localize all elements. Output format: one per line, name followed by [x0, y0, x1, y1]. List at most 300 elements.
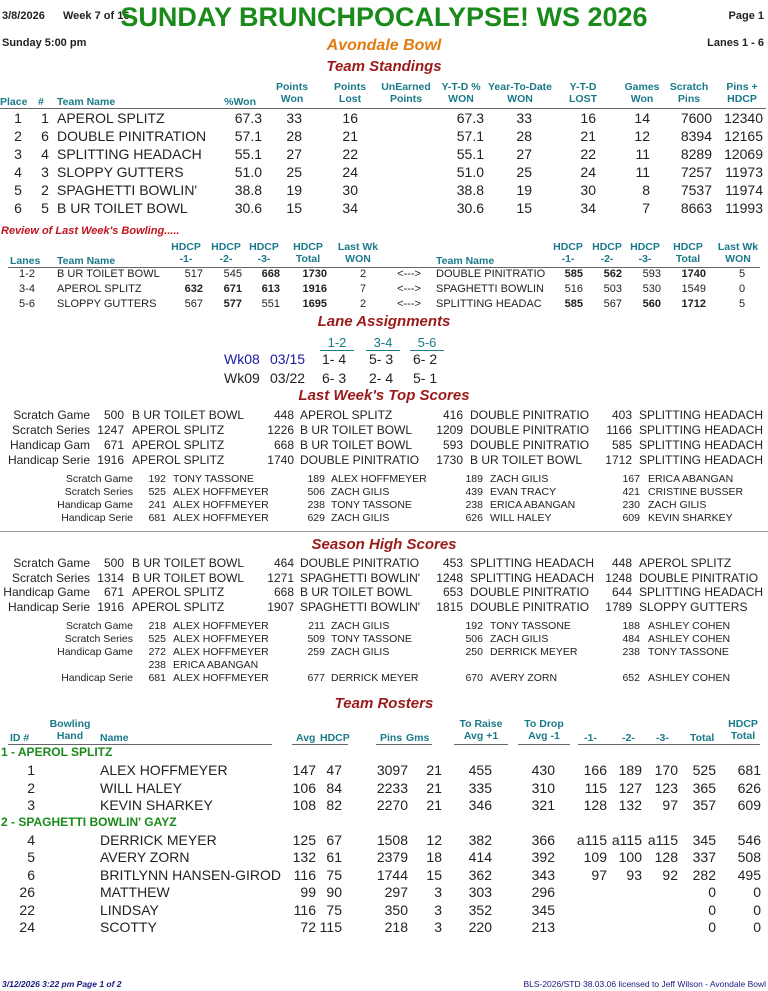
table-cell: 67.3	[234, 110, 262, 126]
table-cell: 115	[584, 779, 607, 796]
score-name: SPLITTING HEADACH	[470, 570, 595, 585]
table-cell: 5	[738, 268, 746, 280]
table-cell: 220	[468, 919, 492, 935]
table-cell: 34	[580, 200, 596, 216]
col-num: #	[38, 96, 44, 108]
table-cell: 55.1	[234, 146, 262, 162]
review-col-h3b: HDCP -3-	[630, 241, 660, 265]
lane-pair: 2- 4	[369, 370, 394, 386]
score-name: TONY TASSONE	[331, 499, 412, 511]
table-cell: 567	[184, 298, 203, 310]
review-col-team: Team Name	[57, 255, 116, 267]
score-value: 1712	[605, 453, 632, 467]
score-value: 439	[465, 486, 483, 498]
table-cell: 67	[326, 831, 342, 848]
score-label: Scratch Series	[11, 423, 90, 437]
table-cell: 1740	[681, 268, 706, 280]
score-value: 1248	[605, 570, 632, 585]
score-value: 167	[622, 473, 640, 485]
footer-left: 3/12/2026 3:22 pm Page 1 of 2	[2, 979, 122, 989]
table-cell: 75	[326, 866, 342, 883]
score-name: DOUBLE PINITRATIO	[639, 570, 759, 585]
table-cell: 577	[223, 298, 242, 310]
table-cell: 30.6	[234, 200, 262, 216]
score-name: KEVIN SHARKEY	[648, 512, 733, 524]
lane-date: 03/22	[270, 370, 306, 386]
score-name: TONY TASSONE	[173, 473, 254, 485]
table-cell: 560	[642, 298, 661, 310]
review-col-team2: Team Name	[436, 255, 495, 267]
table-cell: 455	[468, 762, 492, 778]
score-value: 1907	[267, 599, 294, 614]
score-value: 259	[307, 646, 325, 658]
roster-row	[0, 902, 768, 920]
table-cell: 382	[468, 831, 492, 848]
table-cell: 55.1	[456, 146, 484, 162]
table-cell: 84	[326, 779, 342, 796]
table-cell: 97	[662, 797, 678, 813]
table-cell: 2270	[376, 797, 408, 813]
score-name: ZACH GILIS	[331, 620, 390, 632]
score-name: ALEX HOFFMEYER	[173, 512, 269, 524]
table-cell: 282	[692, 866, 716, 883]
review-col-total: HDCP Total	[293, 241, 323, 265]
table-cell: 11974	[725, 182, 763, 198]
table-cell: 132	[618, 797, 642, 813]
score-name: DERRICK MEYER	[490, 646, 578, 658]
score-name: TONY TASSONE	[490, 620, 571, 632]
review-col-lanes: Lanes	[10, 255, 41, 267]
score-name: ALEX HOFFMEYER	[173, 486, 269, 498]
table-cell: 5	[27, 849, 35, 865]
table-cell: 189	[618, 762, 642, 778]
lane-pair: 5- 3	[369, 351, 394, 367]
table-cell: 1916	[302, 283, 327, 295]
roster-row	[0, 884, 768, 902]
review-col-totalb: HDCP Total	[673, 241, 703, 265]
report-date: 3/8/2026	[2, 10, 45, 22]
table-cell: 11	[635, 146, 650, 162]
score-value: 453	[442, 556, 463, 570]
standings-title: Team Standings	[326, 58, 442, 75]
roster-col-total: Total	[690, 732, 715, 744]
col-pins-hdcp: Pins + HDCP	[726, 81, 758, 105]
table-cell: a115	[611, 831, 642, 848]
table-cell: B UR TOILET BOWL	[57, 200, 188, 216]
table-cell: 12	[634, 128, 650, 144]
table-cell: 57.1	[234, 128, 262, 144]
table-cell: 5	[738, 298, 746, 310]
table-cell: 0	[708, 884, 716, 900]
table-cell: 1712	[681, 298, 706, 310]
roster-col-gms: Gms	[406, 732, 430, 744]
score-value: 500	[103, 556, 124, 570]
table-cell: 30	[580, 182, 596, 198]
score-value: 238	[307, 499, 325, 511]
table-cell: 357	[692, 797, 716, 813]
center-name: Avondale Bowl	[326, 37, 442, 54]
table-cell: 362	[468, 866, 492, 883]
score-name: B UR TOILET BOWL	[300, 585, 413, 599]
table-cell: 26	[19, 884, 35, 900]
table-cell: 2	[359, 268, 367, 280]
table-cell: 567	[603, 298, 622, 310]
table-cell: 0	[753, 919, 761, 935]
score-name: APEROL SPLITZ	[132, 453, 225, 467]
roster-col-hdcp-total: HDCP Total	[728, 718, 758, 742]
score-label: Handicap Serie	[7, 453, 90, 467]
table-cell: 2	[41, 182, 49, 198]
table-cell: DOUBLE PINITRATION	[57, 128, 207, 144]
table-cell: 609	[737, 797, 761, 813]
table-cell: KEVIN SHARKEY	[100, 797, 213, 813]
lane-pair: 6- 3	[322, 370, 347, 386]
rosters-title: Team Rosters	[334, 695, 434, 712]
score-value: 1248	[436, 570, 463, 585]
score-label: Scratch Series	[64, 633, 133, 645]
score-name: B UR TOILET BOWL	[132, 570, 245, 585]
lane-pair: 5- 1	[413, 370, 438, 386]
score-value: 416	[442, 408, 463, 422]
score-name: SPLITTING HEADACH	[639, 585, 764, 599]
score-name: ALEX HOFFMEYER	[173, 499, 269, 511]
table-cell: 0	[738, 283, 746, 295]
score-value: 1271	[267, 570, 294, 585]
table-cell: 671	[223, 283, 242, 295]
score-label: Scratch Series	[64, 486, 133, 498]
score-value: 464	[273, 556, 294, 570]
table-cell: 30	[342, 182, 358, 198]
score-name: ZACH GILIS	[331, 486, 390, 498]
table-cell: 5	[41, 200, 49, 216]
table-cell: 508	[737, 849, 761, 865]
table-cell: 3	[434, 901, 442, 918]
col-pctwon: %Won	[224, 96, 256, 108]
table-cell: 414	[468, 849, 492, 865]
table-cell: 346	[468, 797, 492, 813]
score-label: Scratch Game	[13, 408, 90, 422]
score-row	[0, 600, 768, 617]
score-value: 1314	[97, 570, 124, 585]
score-label: Handicap Game	[57, 499, 133, 511]
table-cell: 1695	[302, 298, 327, 310]
table-cell: 14	[634, 110, 650, 126]
standings-row	[0, 110, 768, 128]
score-value: 188	[622, 620, 640, 632]
table-cell: 530	[642, 283, 661, 295]
table-cell: 632	[184, 283, 203, 295]
score-label: Handicap Game	[57, 646, 133, 658]
score-value: 677	[307, 672, 325, 684]
score-name: ERICA ABANGAN	[490, 499, 576, 511]
table-cell: 8663	[680, 200, 712, 216]
table-cell: 551	[261, 298, 280, 310]
score-name: ZACH GILIS	[490, 473, 549, 485]
team-label: 2 - SPAGHETTI BOWLIN' GAYZ	[1, 814, 177, 829]
roster-col-drop: To Drop Avg -1	[524, 718, 564, 742]
table-cell: 24	[580, 164, 596, 180]
table-cell: 2	[27, 779, 35, 796]
score-value: 189	[307, 473, 325, 485]
score-value: 609	[622, 512, 640, 524]
table-cell: 19	[286, 182, 302, 198]
table-cell: 109	[583, 849, 607, 865]
table-cell: BRITLYNN HANSEN-GIROD	[100, 866, 281, 883]
table-cell: 72	[300, 919, 316, 935]
table-cell: SLOPPY GUTTERS	[57, 298, 157, 310]
table-cell: 132	[292, 849, 316, 865]
standings-row	[0, 128, 768, 146]
roster-col-pins: Pins	[380, 732, 403, 744]
table-cell: 30.6	[456, 200, 484, 216]
score-name: B UR TOILET BOWL	[132, 556, 245, 570]
review-col-h3: HDCP -3-	[249, 241, 279, 265]
score-value: 192	[148, 473, 166, 485]
score-name: DERRICK MEYER	[331, 672, 419, 684]
score-value: 668	[273, 585, 294, 599]
table-cell: 6	[14, 200, 22, 216]
score-row	[0, 512, 768, 527]
score-value: 509	[307, 633, 325, 645]
table-cell: 33	[286, 110, 302, 126]
review-col-h1: HDCP -1-	[171, 241, 201, 265]
score-name: B UR TOILET BOWL	[300, 438, 413, 452]
table-cell: 22	[342, 146, 358, 162]
table-cell: 128	[583, 797, 607, 813]
score-value: 448	[611, 556, 632, 570]
table-cell: 7600	[680, 110, 712, 126]
table-cell: 47	[326, 762, 342, 778]
table-cell: 1744	[376, 866, 408, 883]
table-cell: 93	[626, 866, 642, 883]
col-games-won: Games Won	[624, 81, 660, 105]
score-value: 500	[103, 408, 124, 422]
report-title: SUNDAY BRUNCHPOCALYPSE! WS 2026	[120, 2, 648, 32]
lanes-label: Lanes 1 - 6	[707, 37, 764, 49]
table-cell: 3	[434, 884, 442, 900]
table-cell: B UR TOILET BOWL	[57, 268, 160, 280]
score-value: 272	[148, 646, 166, 658]
table-cell: 5-6	[19, 298, 35, 310]
top-scores-rule	[0, 531, 768, 532]
table-cell: 495	[737, 866, 761, 883]
score-name: AVERY ZORN	[490, 672, 558, 684]
table-cell: 7	[359, 283, 367, 295]
table-cell: 1	[41, 110, 49, 126]
table-cell: 0	[753, 884, 761, 900]
table-cell: 7	[642, 200, 650, 216]
col-unearned: UnEarned Points	[381, 81, 431, 105]
roster-col-g3: -3-	[656, 732, 669, 744]
roster-col-raise: To Raise Avg +1	[459, 718, 503, 742]
score-value: 671	[103, 438, 124, 452]
table-cell: APEROL SPLITZ	[57, 110, 165, 126]
score-name: ZACH GILIS	[331, 646, 390, 658]
table-cell: 90	[326, 884, 342, 900]
top-scores-title: Last Week's Top Scores	[298, 387, 470, 404]
score-row	[0, 672, 768, 687]
col-ytd-won: Year-To-Date WON	[488, 81, 552, 105]
table-cell: 12069	[724, 146, 763, 162]
table-cell: DERRICK MEYER	[100, 831, 217, 848]
score-name: ERICA ABANGAN	[648, 473, 734, 485]
score-value: 626	[465, 512, 483, 524]
table-cell: 147	[292, 762, 316, 778]
table-cell: 350	[384, 901, 408, 918]
table-cell: 21	[426, 762, 442, 778]
score-name: SPAGHETTI BOWLIN'	[300, 570, 421, 585]
score-name: DOUBLE PINITRATIO	[470, 423, 590, 437]
score-value: 192	[465, 620, 483, 632]
score-value: 403	[611, 408, 632, 422]
table-cell: 11993	[725, 200, 763, 216]
table-cell: 345	[531, 901, 555, 918]
score-value: 238	[148, 659, 166, 671]
team-label: 1 - APEROL SPLITZ	[1, 745, 113, 759]
table-cell: 503	[603, 283, 622, 295]
roster-row	[0, 780, 768, 798]
table-cell: 97	[591, 866, 607, 883]
col-points-won: Points Won	[275, 81, 309, 105]
score-name: ASHLEY COHEN	[648, 672, 731, 684]
table-cell: 365	[692, 779, 716, 796]
score-name: ZACH GILIS	[648, 499, 707, 511]
score-name: SPLITTING HEADACH	[639, 453, 764, 467]
table-cell: 21	[580, 128, 596, 144]
score-value: 250	[465, 646, 483, 658]
score-value: 211	[308, 620, 325, 632]
table-cell: 11973	[725, 164, 763, 180]
table-cell: 24	[342, 164, 358, 180]
score-row	[0, 453, 768, 470]
score-value: 241	[148, 499, 166, 511]
roster-col-id: ID #	[10, 732, 30, 744]
table-cell: 7257	[680, 164, 712, 180]
table-cell: 15	[516, 200, 532, 216]
score-name: SPLITTING HEADACH	[639, 438, 764, 452]
lane-row	[0, 370, 768, 388]
score-name: ZACH GILIS	[331, 512, 390, 524]
roster-col-g1: -1-	[584, 732, 597, 744]
table-cell: 4	[41, 146, 49, 162]
table-cell: 108	[292, 797, 316, 813]
table-cell: 2233	[376, 779, 408, 796]
lane-pair: 6- 2	[413, 351, 438, 367]
review-col-h2: HDCP -2-	[211, 241, 241, 265]
table-cell: 430	[531, 762, 555, 778]
score-value: 230	[622, 499, 640, 511]
score-value: 1916	[97, 453, 124, 467]
table-cell: 34	[342, 200, 358, 216]
table-cell: 1-2	[19, 268, 35, 280]
score-label: Scratch Game	[13, 556, 90, 570]
score-value: 218	[148, 620, 166, 632]
table-cell: 115	[319, 919, 342, 935]
score-name: ASHLEY COHEN	[648, 633, 731, 645]
score-value: 653	[442, 585, 463, 599]
score-name: WILL HALEY	[490, 512, 552, 524]
table-cell: 106	[292, 779, 316, 796]
score-value: 670	[465, 672, 483, 684]
table-cell: DOUBLE PINITRATIO	[436, 268, 546, 280]
table-cell: 0	[708, 919, 716, 935]
review-col-won: Last Wk WON	[337, 241, 379, 265]
table-cell: 8289	[680, 146, 712, 162]
score-value: 681	[148, 672, 166, 684]
score-name: SPLITTING HEADACH	[639, 423, 764, 437]
lane-col-5-6: 5-6	[417, 335, 437, 350]
score-name: SPLITTING HEADACH	[470, 556, 595, 570]
table-cell: 2379	[376, 849, 408, 865]
table-cell: 296	[531, 884, 555, 900]
table-cell: a115	[647, 831, 678, 848]
table-cell: 366	[531, 831, 555, 848]
table-cell: SLOPPY GUTTERS	[57, 164, 184, 180]
table-cell: SPAGHETTI BOWLIN'	[57, 182, 198, 198]
score-value: 1730	[436, 453, 463, 467]
score-value: 644	[611, 585, 632, 599]
table-cell: 116	[293, 866, 316, 883]
score-value: 506	[307, 486, 325, 498]
table-cell: 67.3	[456, 110, 484, 126]
score-name: SPAGHETTI BOWLIN'	[300, 599, 421, 614]
score-name: DOUBLE PINITRATIO	[470, 408, 590, 422]
roster-col-avg: Avg	[296, 732, 316, 744]
score-name: TONY TASSONE	[331, 633, 412, 645]
table-cell: 99	[300, 884, 316, 900]
table-cell: 7537	[680, 182, 712, 198]
lane-col-3-4: 3-4	[373, 335, 393, 350]
score-value: 668	[273, 438, 294, 452]
table-cell: <--->	[397, 283, 421, 295]
score-value: 448	[273, 408, 294, 422]
table-cell: 82	[326, 797, 342, 813]
score-value: 671	[103, 585, 124, 599]
score-name: ALEX HOFFMEYER	[173, 620, 269, 632]
review-col-h2b: HDCP -2-	[592, 241, 622, 265]
table-cell: 116	[293, 901, 316, 918]
table-cell: 16	[580, 110, 596, 126]
table-cell: 100	[618, 849, 642, 865]
table-cell: 516	[564, 283, 583, 295]
table-cell: APEROL SPLITZ	[57, 283, 142, 295]
table-cell: 38.8	[456, 182, 484, 198]
table-cell: 33	[516, 110, 532, 126]
table-cell: 18	[426, 849, 442, 865]
table-cell: 8394	[680, 128, 712, 144]
table-cell: 22	[19, 901, 35, 918]
table-cell: 3	[434, 919, 442, 935]
roster-col-g2: -2-	[622, 732, 635, 744]
score-name: APEROL SPLITZ	[639, 556, 732, 570]
table-cell: 128	[654, 849, 678, 865]
table-cell: 27	[286, 146, 302, 162]
day-time: Sunday 5:00 pm	[2, 37, 87, 49]
lane-date: 03/15	[270, 351, 306, 367]
score-label: Handicap Serie	[61, 512, 133, 524]
table-cell: 1549	[681, 283, 706, 295]
table-cell: 51.0	[456, 164, 484, 180]
table-cell: 2	[14, 128, 22, 144]
score-value: 1226	[267, 423, 294, 437]
page-number: Page 1	[728, 10, 764, 22]
table-cell: 12165	[724, 128, 763, 144]
roster-row	[0, 919, 768, 937]
score-value: 652	[622, 672, 640, 684]
standings-row	[0, 164, 768, 182]
table-cell: 392	[531, 849, 555, 865]
table-cell: 25	[286, 164, 302, 180]
